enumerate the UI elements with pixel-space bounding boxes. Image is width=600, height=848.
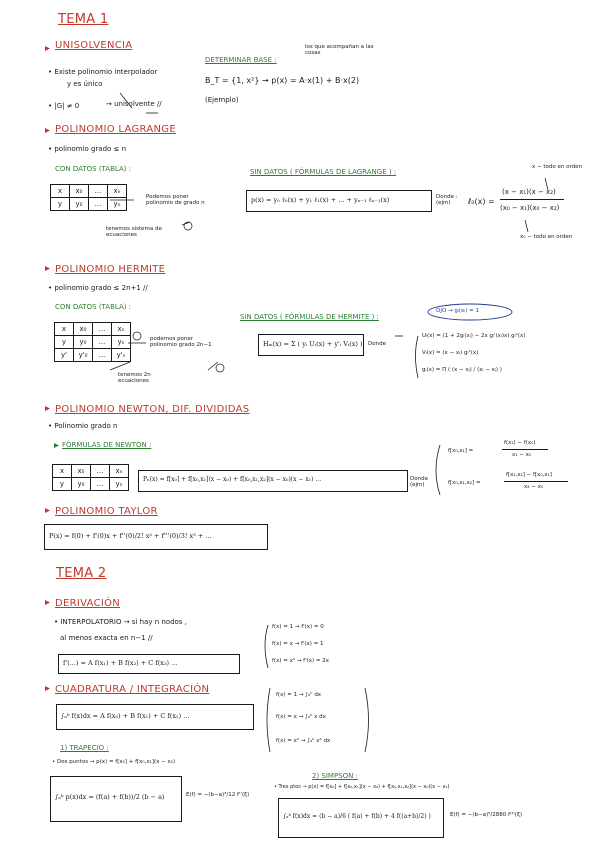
trapecio-formula: ∫ₐᵇ p(x)dx = (f(a) + f(b))/2 (b − a) [55,793,165,801]
newton-formula-box [138,470,408,492]
unisolvencia-line2: y es único [67,80,103,88]
lagrange-line1: • polinomio grado ≤ n [48,145,127,153]
table-cell: x [55,323,74,336]
derivacion-case: f(x) = 1 → f'(x) = 0 [272,624,324,630]
lagrange-note2: tenemos sistema de ecuaciones [106,226,162,238]
base-heading: DETERMINAR BASE : [205,56,277,64]
cuadratura-case: f(x) = x → ∫ₐᵇ x dx [276,714,326,720]
simpson-formula: ∫ₐᵇ f(x)dx = (b − a)/6 ( f(a) + f(b) + 4 f((a+b)/2) ) [283,813,431,820]
cuadratura-formula-box [56,704,254,730]
l0-label: ℓ₀(x) = [468,197,495,206]
example-label: (Ejemplo) [205,96,239,104]
table-cell: x₀ [74,323,93,336]
lagrange-donde: Donde : (ejm) [436,194,458,206]
taylor-formula: P(x) = f(0) + f'(0)x + f''(0)/2! x² + f'''(0)/3! x³ + ... [49,532,212,540]
hermite-oval-note: OJO → gᵢ(xᵢ) = 1 [436,308,479,314]
trapecio-heading: 1) TRAPECIO : [60,744,109,752]
table-cell: y₀ [72,478,91,491]
lagrange-heading: POLINOMIO LAGRANGE [55,124,176,135]
derivacion-case: f(x) = x² → f'(x) = 2x [272,658,330,664]
table-cell: y'₀ [74,349,93,362]
newton-formula: Pₙ(x) = f[x₀] + f[x₀,x₁](x − x₀) + f[x₀,x₁,x₂](x − x₀)(x − x₁) ... [143,476,322,483]
table-cell: y [55,336,74,349]
taylor-heading: POLINOMIO TAYLOR [55,506,158,517]
tema2-title: TEMA 2 [56,566,107,581]
newton-d1-den: x₁ − x₀ [512,452,532,458]
newton-d2-left: f[x₀,x₁,x₂] = [448,480,481,486]
simpson-formula-box [278,798,444,838]
lagrange-table [50,184,127,211]
table-cell: xₙ [112,323,131,336]
newton-subheading: FÓRMULAS DE NEWTON : [62,441,152,449]
hermite-table [54,322,131,362]
lagrange-note1: Podemos poner polinomio de grado n [146,194,205,206]
lagrange-formula: p(x) = y₀ ℓ₀(x) + y₁ ℓ₁(x) + ... + yₙ₋₁ ℓₙ₋₁(x) [251,196,390,204]
unisolvencia-line1: • Existe polinomio interpolador [48,68,158,76]
lagrange-formula-box [246,190,432,212]
l0-note-bottom: x₀ − todo en orden [520,234,573,240]
table-cell: ... [89,185,108,198]
newton-d1-left: f[x₀,x₁] = [448,448,474,454]
table-cell: ... [93,336,112,349]
cuadratura-heading: CUADRATURA / INTEGRACIÓN [55,684,210,695]
newton-d1-bar [502,449,548,450]
newton-heading: POLINOMIO NEWTON, DIF. DIVIDIDAS [55,404,250,415]
hermite-con-datos: CON DATOS (TABLA) : [55,303,132,311]
derivacion-line1: • INTERPOLATORIO → si hay n nodos , [54,618,187,626]
simpson-error: E(f) = −(b−a)⁵/2880 f⁽⁴⁾(ξ) [450,812,523,818]
newton-table [52,464,129,491]
hermite-sin-datos: SIN DATOS ( FÓRMULAS DE HERMITE ) : [240,313,379,321]
hermite-line1: • polinomio grado ≤ 2n+1 // [48,284,148,292]
hermite-formula-box [258,334,364,356]
table-cell: xₙ [110,465,129,478]
table-cell: y' [55,349,74,362]
cuadratura-case: f(x) = x² → ∫ₐᵇ x² dx [276,738,331,744]
table-cell: y [53,478,72,491]
table-cell: y'ₙ [112,349,131,362]
table-cell: x₀ [72,465,91,478]
table-cell: ... [93,349,112,362]
table-cell: yₙ [110,478,129,491]
derivacion-heading: DERIVACIÓN [55,598,121,609]
table-cell: y₀ [74,336,93,349]
table-cell: ... [91,465,110,478]
table-cell: ... [93,323,112,336]
unisolvencia-heading: UNISOLVENCIA [55,40,133,51]
l0-note-top: x − todo en orden [532,164,582,170]
table-cell: yₙ [108,198,127,211]
l0-denominator: (x₀ − x₁)(x₀ − x₂) [500,204,560,212]
newton-d2-den: x₂ − x₀ [524,484,544,490]
hermite-note1: podemos poner polinomio grado 2n−1 [150,336,212,348]
newton-donde: Donde (ejm) [410,476,428,488]
hermite-u: Uᵢ(x) = (1 + 2gᵢ(xᵢ) − 2x gᵢ'(xᵢ)x) gᵢ²(x) [422,333,526,339]
l0-numerator: (x − x₁)(x − x₂) [502,188,556,196]
table-cell: ... [91,478,110,491]
hermite-note2: tenemos 2n ecuaciones [118,372,151,384]
hermite-formula: Hₘ(x) = Σ ( yᵢ Uᵢ(x) + y'ᵢ Vᵢ(x) ) [263,340,363,348]
taylor-formula-box [44,524,268,550]
hermite-donde: Donde [368,341,386,347]
hermite-v: Vᵢ(x) = (x − xᵢ) gᵢ²(x) [422,350,479,356]
cuadratura-case: f(x) = 1 → ∫ₐᵇ dx [276,692,322,698]
cuadratura-formula: ∫ₐᵇ f(x)dx ≈ A f(x₀) + B f(x₁) + C f(x₂) ... [61,712,190,720]
l0-fraction-bar [500,199,564,200]
unisolvencia-line3: • |G| ≠ 0 [48,102,80,110]
tema1-title: TEMA 1 [58,12,109,27]
trapecio-formula-box [50,776,182,822]
base-formula: B_T = {1, x²} → p(x) = A·x(1) + B·x(2) [205,76,360,85]
derivacion-case: f(x) = x → f'(x) = 1 [272,641,324,647]
hermite-g: gᵢ(x) = Π ( (x − xⱼ) / (xᵢ − xⱼ) ) [422,367,502,373]
base-note: los que acompañan a las cosas [305,44,374,56]
newton-line1: • Polinomio grado n [48,422,118,430]
hermite-heading: POLINOMIO HERMITE [55,264,166,275]
derivacion-formula-box [58,654,240,674]
newton-d2-num: f[x₁,x₂] − f[x₀,x₁] [506,472,552,478]
newton-d2-bar [504,481,568,482]
table-cell: x₀ [70,185,89,198]
lagrange-sin-datos: SIN DATOS ( FÓRMULAS DE LAGRANGE ) : [250,168,397,176]
unisolvente-arrow: → unisolvente // [106,100,162,108]
derivacion-line2: al menos exacta en n−1 // [60,634,153,642]
table-cell: ... [89,198,108,211]
table-cell: xₙ [108,185,127,198]
trapecio-line1: • Dos puntos → p(x) = f[x₀] + f[x₀,x₁](x − x₀) [52,759,176,765]
trapecio-error: E(f) = −(b−a)³/12 f''(ξ) [186,792,250,798]
derivacion-formula: f'(...) ≈ A f(x₁) + B f(x₂) + C f(x₃) ... [63,659,178,667]
table-cell: yₙ [112,336,131,349]
table-cell: x [53,465,72,478]
table-cell: y₀ [70,198,89,211]
simpson-heading: 2) SIMPSON : [312,772,358,780]
table-cell: y [51,198,70,211]
table-cell: x [51,185,70,198]
newton-d1-num: f(x₁) − f(x₀) [504,440,536,446]
lagrange-con-datos: CON DATOS (TABLA) : [55,165,132,173]
simpson-line1: • Tres ptos → p(x) = f[x₀] + f[x₀,x₁](x − x₀) + f[x₀,x₁,x₂](x − x₀)(x − x₁) [274,784,450,790]
